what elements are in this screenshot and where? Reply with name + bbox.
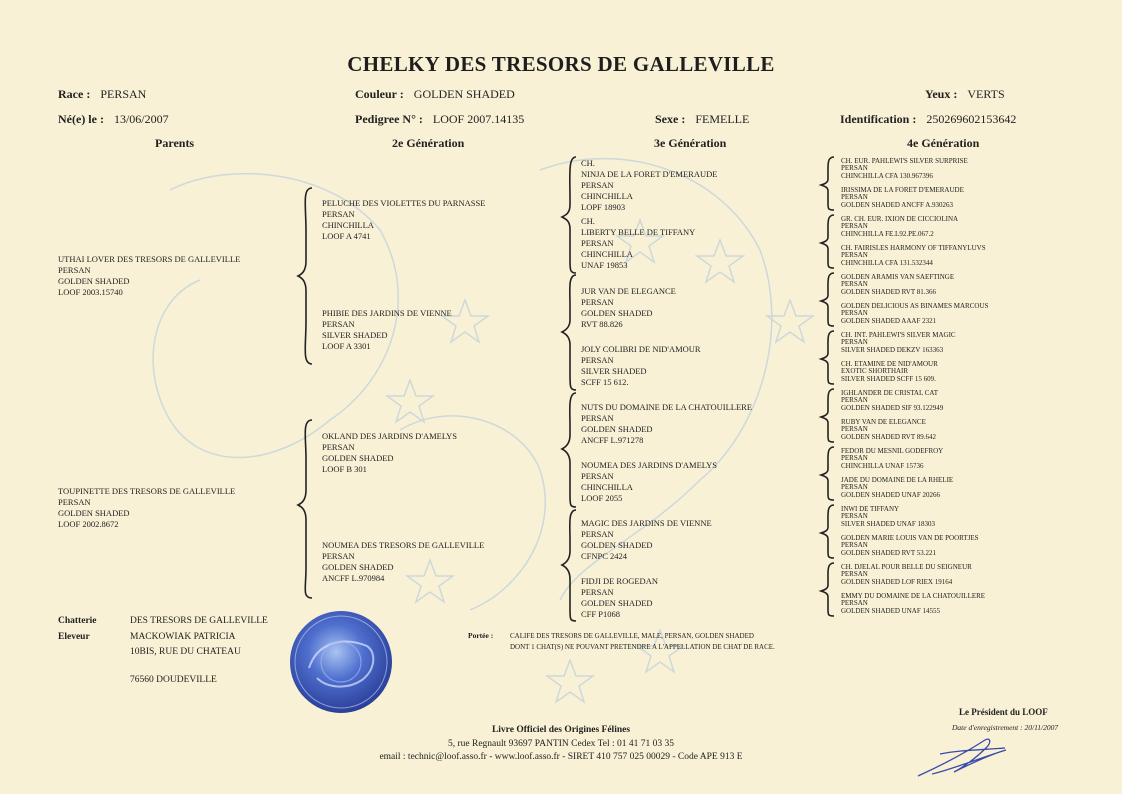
gen3-reg: ANCFF L.971278 [581,435,644,445]
gen3-name: FIDJI DE ROGEDAN [581,576,658,586]
gen4-name: RUBY VAN DE ELEGANCE [841,418,926,426]
header-gen4: 4e Génération [907,136,980,150]
gen4-cat-2 [841,187,964,209]
gen3-breed: PERSAN [581,471,614,481]
naissance-value: 13/06/2007 [113,112,169,126]
gen3-title: CH. [581,158,595,168]
gen3-cat-7 [581,518,712,562]
brace-gen4 [818,155,838,625]
pedigree-value: LOOF 2007.14135 [432,112,525,126]
dam-breed: PERSAN [58,497,91,507]
gen2-reg: LOOF A 3301 [322,341,371,351]
yeux-field [925,85,1005,103]
gen3-reg: LOOF 2055 [581,493,623,503]
gen4-cat-1 [841,158,968,180]
gen4-breed: PERSAN [841,309,868,318]
gen4-name: GR. CH. EUR. IXION DE CICCIOLINA [841,215,959,223]
gen4-name: CH. FAIRISLES HARMONY OF TIFFANYLUVS [841,244,986,252]
gen3-cat-1 [581,158,717,213]
gen3-cat-6 [581,460,717,504]
gen4-breed: PERSAN [841,338,868,347]
gen4-cat-15 [841,564,972,586]
gen2-color: GOLDEN SHADED [322,453,394,463]
brace-gen3 [560,155,580,625]
gen4-color-reg: GOLDEN SHADED SIF 93.122949 [841,403,944,412]
portee-line1: CALIFE DES TRESORS DE GALLEVILLE, MALE, PERSAN, GOLDEN SHADED [510,632,754,640]
gen4-breed: PERSAN [841,164,868,173]
gen4-cat-12 [841,477,953,499]
registration-date: Date d'enregistrement : 20/11/2007 [952,723,1059,732]
gen2-breed: PERSAN [322,209,355,219]
gen4-color-reg: CHINCHILLA UNAF 15736 [841,461,924,470]
gen4-breed: EXOTIC SHORTHAIR [841,367,909,376]
gen4-name: EMMY DU DOMAINE DE LA CHATOUILLERE [841,592,986,600]
cat-name-title: CHELKY DES TRESORS DE GALLEVILLE [347,52,775,76]
gen3-color: GOLDEN SHADED [581,598,653,608]
gen4-breed: PERSAN [841,483,868,492]
gen3-cat-2 [581,216,695,271]
gen4-color-reg: GOLDEN SHADED UNAF 14555 [841,606,940,615]
gen3-color: GOLDEN SHADED [581,540,653,550]
gen2-color: GOLDEN SHADED [322,562,394,572]
gen4-color-reg: CHINCHILLA CFA 130.967396 [841,171,933,180]
gen4-color-reg: CHINCHILLA FE.L92.PE.067.2 [841,229,934,238]
identification-value: 250269602153642 [926,112,1017,126]
couleur-value: GOLDEN SHADED [413,87,515,101]
gen4-cat-14 [841,535,979,557]
gen3-breed: PERSAN [581,413,614,423]
gen4-breed: PERSAN [841,193,868,202]
gen4-breed: PERSAN [841,280,868,289]
gen2-reg: LOOF B 301 [322,464,367,474]
gen4-name: CH. INT. PAHLEWI'S SILVER MAGIC [841,331,956,339]
gen4-breed: PERSAN [841,599,868,608]
gen2-reg: LOOF A 4741 [322,231,371,241]
pedigree-label: Pedigree N° : [355,112,423,126]
gen3-name: NINJA DE LA FORET D'EMERAUDE [581,169,718,179]
yeux-label: Yeux : [925,87,958,101]
gen4-color-reg: SILVER SHADED SCFF 15 609. [841,374,936,383]
gen2-name: PHIBIE DES JARDINS DE VIENNE [322,308,452,318]
couleur-label: Couleur : [355,87,404,101]
gen4-cat-11 [841,448,943,470]
gen2-name: OKLAND DES JARDINS D'AMELYS [322,431,458,441]
gen2-cat-1 [322,198,485,242]
gen3-breed: PERSAN [581,180,614,190]
gen4-name: GOLDEN DELICIOUS AS BINAMES MARCOUS [841,302,989,310]
gen4-name: GOLDEN MARIE LOUIS VAN DE POORTJES [841,534,979,542]
gen4-color-reg: SILVER SHADED DEKZV 163363 [841,345,944,354]
gen4-cat-7 [841,332,956,354]
footer-org: Livre Officiel des Origines Félines [491,725,631,735]
identification-label: Identification : [840,112,917,126]
brace-gen2-dam [296,418,316,608]
gen3-name: JUR VAN DE ELEGANCE [581,286,676,296]
gen3-reg: UNAF 19853 [581,260,628,270]
gen4-name: GOLDEN ARAMIS VAN SAEFTINGE [841,273,955,281]
naissance-field [58,110,169,128]
gen3-breed: PERSAN [581,587,614,597]
gen3-reg: CFF P1068 [581,609,620,619]
gen4-color-reg: GOLDEN SHADED UNAF 20266 [841,490,940,499]
gen4-breed: PERSAN [841,454,868,463]
footer-contact: email : technic@loof.asso.fr - www.loof.asso.fr - SIRET 410 757 025 00029 - Code APE 913 E [379,752,743,762]
identification-field [840,110,1016,128]
gen4-name: IRISSIMA DE LA FORET D'EMERAUDE [841,186,964,194]
gen3-name: MAGIC DES JARDINS DE VIENNE [581,518,712,528]
dam-color: GOLDEN SHADED [58,508,130,518]
gen4-name: FEDOR DU MESNIL GODEFROY [841,447,944,455]
parent-dam [58,486,235,530]
gen4-color-reg: GOLDEN SHADED RVT 81.366 [841,287,936,296]
gen4-breed: PERSAN [841,541,868,550]
gen4-breed: PERSAN [841,512,868,521]
gen4-cat-4 [841,245,986,267]
gen4-cat-9 [841,390,943,412]
gen4-breed: PERSAN [841,396,868,405]
header-gen3: 3e Génération [654,136,727,150]
gen2-name: PELUCHE DES VIOLETTES DU PARNASSE [322,198,486,208]
gen4-name: CH. ETAMINE DE NID'AMOUR [841,360,938,368]
president-title: Le Président du LOOF [959,707,1048,717]
gen2-breed: PERSAN [322,319,355,329]
gen2-color: SILVER SHADED [322,330,388,340]
eleveur-name: MACKOWIAK PATRICIA [130,632,236,642]
gen2-cat-4 [322,540,484,584]
gen4-cat-5 [841,274,954,296]
gen3-name: NOUMEA DES JARDINS D'AMELYS [581,460,717,470]
gen4-name: CH. EUR. PAHLEWI'S SILVER SURPRISE [841,157,968,165]
gen3-cat-3 [581,286,676,330]
dam-name: TOUPINETTE DES TRESORS DE GALLEVILLE [58,486,236,496]
gen4-color-reg: CHINCHILLA CFA 131.532344 [841,258,933,267]
gen4-breed: PERSAN [841,425,868,434]
gen3-breed: PERSAN [581,238,614,248]
header-parents: Parents [155,136,195,150]
gen3-color: SILVER SHADED [581,366,647,376]
gen3-reg: SCFF 15 612. [581,377,629,387]
gen4-name: JADE DU DOMAINE DE LA RHELIE [841,476,954,484]
gen3-cat-5 [581,402,752,446]
gen4-cat-8 [841,361,938,383]
sire-name: UTHAI LOVER DES TRESORS DE GALLEVILLE [58,254,241,264]
gen3-color: GOLDEN SHADED [581,308,653,318]
gen3-cat-4 [581,344,701,388]
gen4-cat-10 [841,419,936,441]
gen3-name: LIBERTY BELLE DE TIFFANY [581,227,696,237]
sexe-label: Sexe : [655,112,686,126]
chatterie-label: Chatterie [58,616,97,626]
dam-reg: LOOF 2002.8672 [58,519,119,529]
gen2-reg: ANCFF L.970984 [322,573,385,583]
gen4-breed: PERSAN [841,570,868,579]
gen4-cat-16 [841,593,985,615]
gen2-cat-3 [322,431,457,475]
couleur-field [355,85,515,103]
portee-line2: DONT 1 CHAT(S) NE POUVANT PRETENDRE A L'APPELLATION DE CHAT DE RACE. [510,643,775,651]
eleveur-address1: 10BIS, RUE DU CHATEAU [130,647,241,657]
gen3-name: JOLY COLIBRI DE NID'AMOUR [581,344,701,354]
sire-reg: LOOF 2003.15740 [58,287,123,297]
yeux-value: VERTS [967,87,1005,101]
sire-breed: PERSAN [58,265,91,275]
gen3-name: NUTS DU DOMAINE DE LA CHATOUILLERE [581,402,753,412]
gen4-cat-3 [841,216,958,238]
gen4-name: IGHLANDER DE CRISTAL CAT [841,389,938,397]
chatterie-value: DES TRESORS DE GALLEVILLE [130,616,268,626]
pedigree-field [355,110,524,128]
eleveur-address2: 76560 DOUDEVILLE [130,675,217,685]
hologram-seal [287,608,395,716]
race-field [58,85,146,103]
gen3-cat-8 [581,576,658,620]
gen3-breed: PERSAN [581,529,614,539]
gen2-cat-2 [322,308,452,352]
gen4-breed: PERSAN [841,222,868,231]
parent-sire [58,254,240,298]
race-value: PERSAN [100,87,147,101]
gen4-breed: PERSAN [841,251,868,260]
sexe-value: FEMELLE [695,112,750,126]
gen4-color-reg: GOLDEN SHADED RVT 53.221 [841,548,936,557]
gen3-color: GOLDEN SHADED [581,424,653,434]
gen3-color: CHINCHILLA [581,191,633,201]
gen3-color: CHINCHILLA [581,249,633,259]
gen4-color-reg: GOLDEN SHADED ANCFF A.930263 [841,200,954,209]
gen4-color-reg: GOLDEN SHADED RVT 89.642 [841,432,936,441]
gen3-reg: LOPF 18903 [581,202,626,212]
gen3-title: CH. [581,216,595,226]
sire-color: GOLDEN SHADED [58,276,130,286]
gen3-reg: CFNPC 2424 [581,551,628,561]
gen4-cat-13 [841,506,935,528]
gen2-breed: PERSAN [322,551,355,561]
gen4-color-reg: GOLDEN SHADED AAAF 2321 [841,316,937,325]
eleveur-label: Eleveur [58,632,90,642]
header-gen2: 2e Génération [392,136,465,150]
gen4-name: INWI DE TIFFANY [841,505,900,513]
gen2-name: NOUMEA DES TRESORS DE GALLEVILLE [322,540,485,550]
gen4-color-reg: GOLDEN SHADED LOF RIEX 19164 [841,577,953,586]
gen3-reg: RVT 88.826 [581,319,623,329]
gen2-breed: PERSAN [322,442,355,452]
portee-label: Portée : [468,631,494,640]
sexe-field [655,110,749,128]
gen4-name: CH. DJELAL POUR BELLE DU SEIGNEUR [841,563,972,571]
gen3-breed: PERSAN [581,297,614,307]
gen3-breed: PERSAN [581,355,614,365]
naissance-label: Né(e) le : [58,112,104,126]
race-label: Race : [58,87,91,101]
gen2-color: CHINCHILLA [322,220,374,230]
gen4-color-reg: SILVER SHADED UNAF 18303 [841,519,936,528]
footer-address: 5, rue Regnault 93697 PANTIN Cedex Tel : 01 41 71 03 35 [448,739,674,749]
gen4-cat-6 [841,303,988,325]
gen3-color: CHINCHILLA [581,482,633,492]
